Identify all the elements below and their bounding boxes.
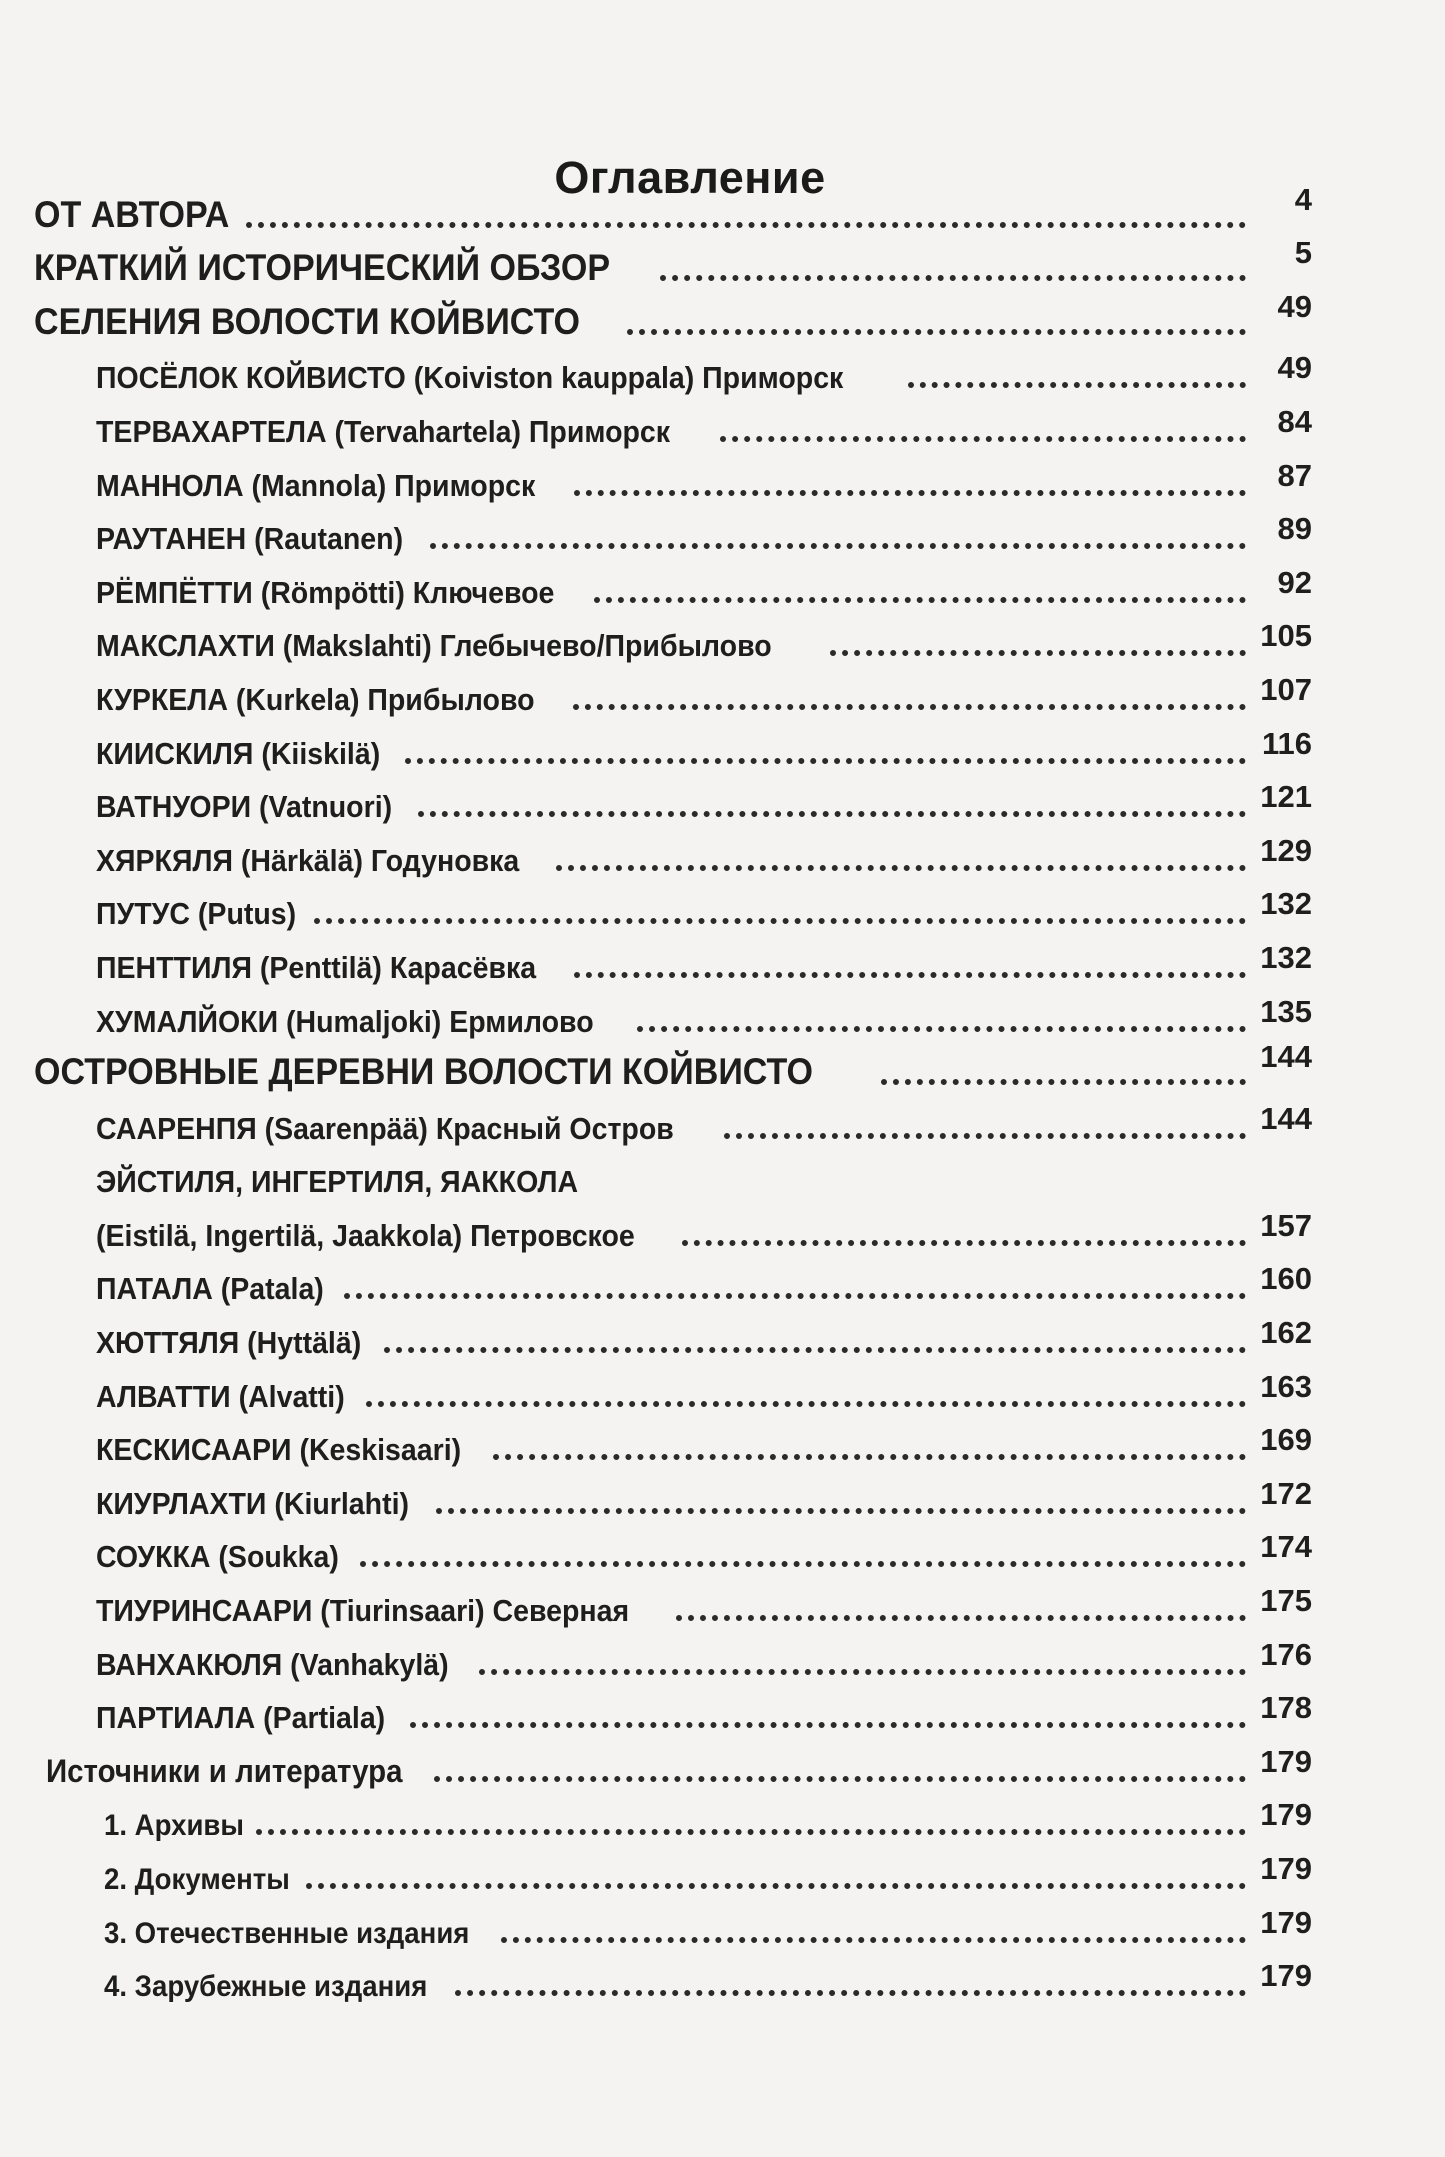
toc-entry-label: ТЕРВАХАРТЕЛА (Tervahartela) Приморск bbox=[96, 413, 671, 449]
dot-leader bbox=[360, 1561, 1246, 1567]
toc-entry-page-number: 172 bbox=[1260, 1475, 1312, 1511]
toc-entry-label: СОУККА (Soukka) bbox=[96, 1539, 339, 1575]
dot-leader bbox=[493, 1454, 1246, 1460]
dot-leader bbox=[314, 918, 1246, 924]
dot-leader bbox=[246, 222, 1246, 228]
toc-entry-label: 3. Отечественные издания bbox=[104, 1916, 470, 1950]
dot-leader bbox=[724, 1133, 1246, 1139]
toc-entry-label: СЕЛЕНИЯ ВОЛОСТИ КОЙВИСТО bbox=[34, 300, 580, 342]
toc-entry bbox=[34, 722, 1312, 776]
toc-entry bbox=[34, 454, 1312, 508]
toc-entry-label: 1. Архивы bbox=[104, 1809, 244, 1843]
toc-entry bbox=[34, 776, 1312, 830]
table-of-contents bbox=[34, 181, 1312, 2008]
toc-entry-page-number: 178 bbox=[1260, 1690, 1312, 1726]
toc-entry-label: МАННОЛА (Mannola) Приморск bbox=[96, 467, 536, 503]
toc-entry-page-number: 160 bbox=[1260, 1261, 1312, 1297]
toc-entry-page-number: 105 bbox=[1260, 618, 1312, 654]
toc-entry-label: ЭЙСТИЛЯ, ИНГЕРТИЛЯ, ЯАККОЛА bbox=[96, 1164, 579, 1200]
dot-leader bbox=[436, 1508, 1246, 1514]
dot-leader bbox=[574, 490, 1247, 496]
dot-leader bbox=[594, 597, 1246, 603]
toc-entry bbox=[34, 615, 1312, 669]
toc-entry-label: ТИУРИНСААРИ (Tiurinsaari) Северная bbox=[96, 1593, 630, 1629]
dot-leader bbox=[384, 1347, 1246, 1353]
toc-entry-page-number: 129 bbox=[1260, 832, 1312, 868]
toc-entry-page-number: 4 bbox=[1294, 181, 1312, 217]
toc-entry-page-number: 84 bbox=[1277, 403, 1312, 439]
toc-entry bbox=[34, 561, 1312, 615]
toc-entry-label: РЁМПЁТТИ (Römpötti) Ключевое bbox=[96, 574, 555, 610]
toc-entry-page-number: 107 bbox=[1260, 671, 1312, 707]
dot-leader bbox=[637, 1026, 1246, 1032]
dot-leader bbox=[405, 758, 1246, 764]
dot-leader bbox=[908, 382, 1246, 388]
toc-entry bbox=[34, 400, 1312, 454]
toc-entry bbox=[34, 1687, 1312, 1741]
toc-entry-page-number: 162 bbox=[1260, 1315, 1312, 1351]
toc-entry bbox=[34, 1151, 1312, 1205]
toc-entry-label: ВАТНУОРИ (Vatnuori) bbox=[96, 789, 393, 825]
toc-entry bbox=[34, 235, 1312, 294]
toc-entry-page-number: 175 bbox=[1260, 1583, 1312, 1619]
toc-entry-page-number: 49 bbox=[1277, 288, 1312, 324]
toc-entry-page-number: 176 bbox=[1260, 1636, 1312, 1672]
toc-entry bbox=[34, 829, 1312, 883]
toc-entry bbox=[34, 1526, 1312, 1580]
toc-entry-label: КИИСКИЛЯ (Kiiskilä) bbox=[96, 735, 381, 771]
toc-entry bbox=[34, 347, 1312, 401]
toc-entry-label: ПЕНТТИЛЯ (Penttilä) Карасёвка bbox=[96, 949, 537, 985]
toc-entry-page-number: 144 bbox=[1260, 1039, 1312, 1075]
toc-entry-page-number: 121 bbox=[1260, 779, 1312, 815]
toc-entry-label: СААРЕНПЯ (Saarenpää) Красный Остров bbox=[96, 1110, 674, 1146]
toc-entry-label: АЛВАТТИ (Alvatti) bbox=[96, 1378, 345, 1414]
toc-entry-page-number: 179 bbox=[1260, 1851, 1312, 1886]
toc-entry-label: КИУРЛАХТИ (Kiurlahti) bbox=[96, 1485, 410, 1521]
toc-entry bbox=[34, 1633, 1312, 1687]
dot-leader bbox=[306, 1883, 1246, 1889]
toc-entry-page-number: 49 bbox=[1277, 350, 1312, 386]
toc-entry-label: ХЮТТЯЛЯ (Hyttälä) bbox=[96, 1325, 362, 1361]
toc-entry bbox=[34, 1901, 1312, 1955]
toc-entry-page-number: 157 bbox=[1260, 1207, 1312, 1243]
toc-entry-label: ПАТАЛА (Patala) bbox=[96, 1271, 324, 1307]
toc-entry-page-number: 144 bbox=[1260, 1100, 1312, 1136]
toc-entry-label: 4. Зарубежные издания bbox=[104, 1970, 428, 2004]
toc-entry-label: ХЯРКЯЛЯ (Härkälä) Годуновка bbox=[96, 842, 520, 878]
dot-leader bbox=[410, 1722, 1246, 1728]
toc-entry-label: ПАРТИАЛА (Partiala) bbox=[96, 1700, 386, 1736]
toc-entry-page-number: 5 bbox=[1294, 235, 1312, 271]
toc-entry bbox=[34, 1311, 1312, 1365]
toc-entry bbox=[34, 508, 1312, 562]
toc-entry bbox=[34, 1039, 1312, 1098]
toc-entry bbox=[34, 1365, 1312, 1419]
toc-entry-page-number: 89 bbox=[1277, 511, 1312, 547]
toc-entry bbox=[34, 990, 1312, 1044]
toc-entry bbox=[34, 1955, 1312, 2009]
toc-entry-label: КРАТКИЙ ИСТОРИЧЕСКИЙ ОБЗОР bbox=[34, 247, 611, 289]
toc-entry bbox=[34, 1258, 1312, 1312]
toc-entry-label: КЕСКИСААРИ (Keskisaari) bbox=[96, 1432, 462, 1468]
toc-entry-label: ВАНХАКЮЛЯ (Vanhakylä) bbox=[96, 1646, 449, 1682]
dot-leader bbox=[434, 1776, 1246, 1782]
toc-entry-page-number: 179 bbox=[1260, 1958, 1312, 1994]
toc-entry-label: (Eistilä, Ingertilä, Jaakkola) Петровское bbox=[96, 1217, 635, 1253]
toc-entry-label: ОТ АВТОРА bbox=[34, 193, 230, 235]
toc-entry-label: ПУТУС (Putus) bbox=[96, 896, 297, 932]
toc-entry-page-number: 169 bbox=[1260, 1422, 1312, 1458]
toc-entry bbox=[34, 1097, 1312, 1151]
toc-entry bbox=[34, 936, 1312, 990]
dot-leader bbox=[479, 1669, 1246, 1675]
toc-entry-page-number: 132 bbox=[1260, 886, 1312, 922]
toc-entry-label: 2. Документы bbox=[104, 1863, 290, 1896]
dot-leader bbox=[574, 972, 1246, 978]
toc-entry bbox=[34, 288, 1312, 347]
dot-leader bbox=[430, 543, 1246, 549]
dot-leader bbox=[682, 1240, 1246, 1246]
toc-entry bbox=[34, 1204, 1312, 1258]
toc-entry bbox=[34, 883, 1312, 937]
dot-leader bbox=[881, 1079, 1246, 1085]
toc-entry bbox=[34, 1472, 1312, 1526]
toc-entry-label: МАКСЛАХТИ (Makslahti) Глебычево/Прибылово bbox=[96, 628, 772, 664]
toc-entry bbox=[34, 1740, 1312, 1794]
page-title: Оглавление bbox=[554, 152, 826, 204]
toc-entry-label: ПОСЁЛОК КОЙВИСТО (Koiviston kauppala) Приморск bbox=[96, 360, 844, 396]
dot-leader bbox=[627, 329, 1246, 335]
toc-entry-label: РАУТАНЕН (Rautanen) bbox=[96, 521, 404, 557]
toc-entry-page-number: 174 bbox=[1260, 1529, 1312, 1565]
dot-leader bbox=[418, 811, 1246, 817]
dot-leader bbox=[501, 1937, 1246, 1943]
dot-leader bbox=[660, 275, 1246, 281]
dot-leader bbox=[455, 1990, 1246, 1996]
toc-entry-page-number: 179 bbox=[1260, 1904, 1312, 1940]
toc-entry-page-number: 179 bbox=[1260, 1743, 1312, 1779]
toc-entry bbox=[34, 1419, 1312, 1473]
toc-entry bbox=[34, 1847, 1312, 1901]
toc-entry-page-number: 132 bbox=[1260, 939, 1312, 975]
toc-entry bbox=[34, 1794, 1312, 1848]
dot-leader bbox=[573, 704, 1246, 710]
dot-leader bbox=[676, 1615, 1246, 1621]
toc-entry-page-number: 87 bbox=[1277, 457, 1312, 493]
dot-leader bbox=[366, 1401, 1246, 1407]
dot-leader bbox=[344, 1293, 1246, 1299]
toc-entry bbox=[34, 181, 1312, 240]
toc-entry bbox=[34, 668, 1312, 722]
toc-entry-label: Источники и литература bbox=[46, 1752, 403, 1789]
toc-entry-page-number: 179 bbox=[1260, 1797, 1312, 1833]
dot-leader bbox=[256, 1829, 1246, 1835]
toc-entry-label: ХУМАЛЙОКИ (Humaljoki) Ермилово bbox=[96, 1003, 594, 1039]
dot-leader bbox=[720, 436, 1246, 442]
toc-entry-label: КУРКЕЛА (Kurkela) Прибылово bbox=[96, 681, 535, 717]
toc-entry-page-number: 92 bbox=[1277, 564, 1312, 600]
dot-leader bbox=[830, 650, 1246, 656]
toc-entry bbox=[34, 1579, 1312, 1633]
toc-entry-page-number: 116 bbox=[1261, 725, 1312, 761]
toc-entry-page-number: 135 bbox=[1260, 993, 1312, 1029]
dot-leader bbox=[556, 865, 1246, 871]
toc-entry-label: ОСТРОВНЫЕ ДЕРЕВНИ ВОЛОСТИ КОЙВИСТО bbox=[34, 1051, 813, 1093]
toc-entry-page-number: 163 bbox=[1260, 1368, 1312, 1404]
